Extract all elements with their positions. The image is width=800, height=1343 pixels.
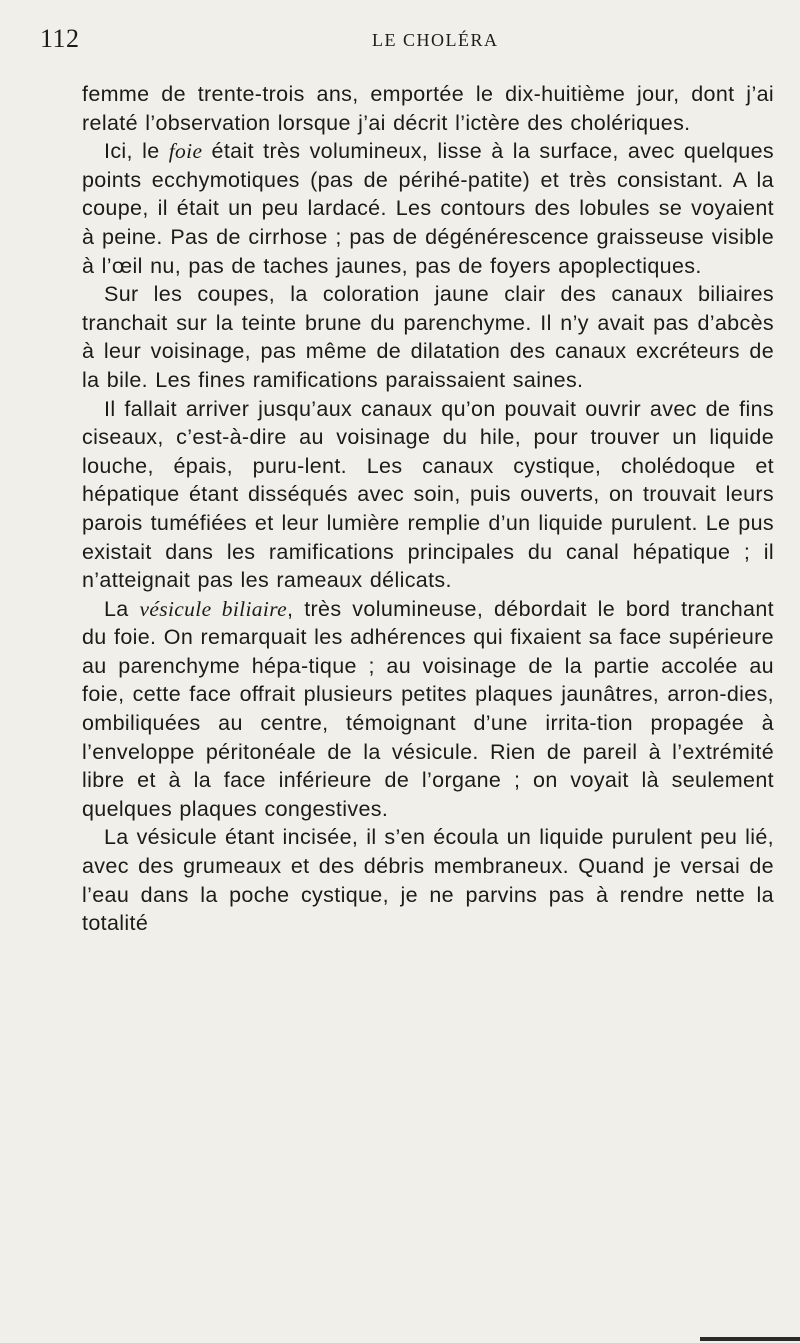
paragraph-text: Sur les coupes, la coloration jaune clair des canaux biliaires tranchait sur la teinte brune du parenchyme. Il n’y avait pas d’abcès à leur voisinage, pas même de dilatation des canaux excréteurs de la bile. Les fines ramifications paraissaient saines. [82, 282, 774, 392]
paragraph-text: était très volumineux, lisse à la surface, avec quelques points ecchymotiques (pas de périhé-patite) et très consistant. A la coupe, il était un peu lardacé. Les contours des lobules se voyaient à peine. Pas de cirrhose ; pas de dégénérescence graisseuse visible à l’œil nu, pas de taches jaunes, pas de foyers apoplectiques. [82, 139, 774, 278]
paragraph-text: , très volumineuse, débordait le bord tranchant du foie. On remarquait les adhérences qui fixaient sa face supérieure au parenchyme hépa-tique ; au voisinage de la partie accolée au foie, cette face offrait plusieurs petites plaques jaunâtres, arron-dies, ombiliquées au centre, témoignant d’une irrita-tion propagée à l’enveloppe péritonéale de la vésicule. Rien de pareil à l’extrémité libre et à la face inférieure de l’organe ; on voyait là seulement quelques plaques congestives. [82, 596, 774, 821]
paragraph-text: Ici, le [104, 139, 169, 164]
paragraph-text: Il fallait arriver jusqu’aux canaux qu’on pouvait ouvrir avec de fins ciseaux, c’est-à-dire au voisinage du hile, pour trouver un liquide louche, épais, puru-lent. Les canaux cystique, cholédoque et hépatique étant disséqués avec soin, puis ouverts, on trouvait leurs parois tuméfiées et leur lumière remplie d’un liquide purulent. Le pus existait dans les ramifications principales du canal hépatique ; il n’atteignait pas les rameaux délicats. [82, 396, 774, 593]
italic-text: foie [168, 139, 203, 164]
italic-text: vésicule biliaire [139, 596, 288, 621]
paragraph [82, 395, 774, 595]
paragraph-text: La vésicule étant incisée, il s’en écoula un liquide purulent peu lié, avec des grumeaux et des débris membraneux. Quand je versai de l’eau dans la poche cystique, je ne parvins pas à rendre nette la totalité [82, 825, 774, 936]
paragraph [82, 137, 774, 280]
paragraph [82, 80, 774, 137]
paragraph-text: La [104, 596, 140, 621]
page-header [0, 24, 800, 56]
running-title: LE CHOLÉRA [372, 30, 499, 50]
paragraph-text: femme de trente-trois ans, emportée le dix-huitième jour, dont j’ai relaté l’observation lorsque j’ai décrit l’ictère des cholériques. [82, 82, 774, 135]
page-edge-shadow [700, 1337, 800, 1341]
paragraph [82, 280, 774, 394]
paragraph [82, 823, 774, 937]
body-text [82, 80, 774, 938]
paragraph [82, 595, 774, 824]
page-number: 112 [40, 24, 80, 53]
